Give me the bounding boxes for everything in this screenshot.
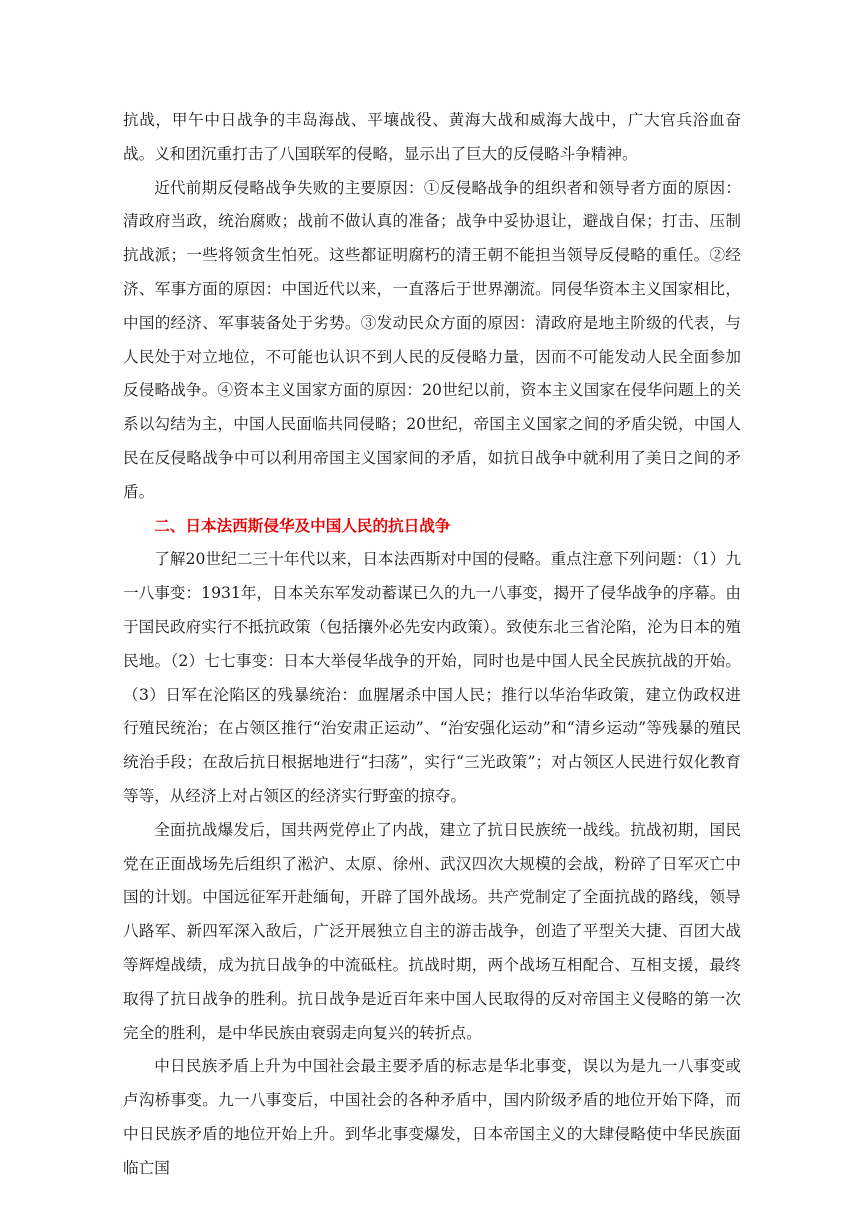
paragraph-national-contradiction: 中日民族矛盾上升为中国社会最主要矛盾的标志是华北事变，误以为是九一八事变或卢沟桥事变。九一八事变后，中国社会的各种矛盾中，国内阶级矛盾的地位开始下降，而中日民族矛盾的地位开始上升。到华北事变爆发，日本帝国主义的大肆侵略使中华民族面临亡国: [123, 1057, 741, 1177]
section-heading: 二、日本法西斯侵华及中国人民的抗日战争: [154, 516, 451, 535]
paragraph-japanese-invasion: 了解20世纪二三十年代以来，日本法西斯对中国的侵略。重点注意下列问题：（1）九一八事变：1931年，日本关东军发动蓄谋已久的九一八事变，揭开了侵华战争的序幕。由于国民政府实行不抵抗政策（包括攘外必先安内政策）。致使东北三省沦陷，沦为日本的殖民地。（2）七七事变：日本大举侵华战争的开始，同时也是中国人民全民族抗战的开始。（3）日军在沦陷区的残暴统治：血腥屠杀中国人民；推行以华治华政策，建立伪政权进行殖民统治；在占领区推行“治安肃正运动”、“治安强化运动”和“清乡运动”等残暴的殖民统治手段；在敌后抗日根据地进行“扫荡”，实行“三光政策”；对占领区人民进行奴化教育等等，从经济上对占领区的经济实行野蛮的掠夺。: [123, 550, 741, 805]
paragraph-full-scale-war: 全面抗战爆发后，国共两党停止了内战，建立了抗日民族统一战线。抗战初期，国民党在正面战场先后组织了淞沪、太原、徐州、武汉四次大规模的会战，粉碎了日军灭亡中国的计划。中国远征军开赴缅甸，开辟了国外战场。共产党制定了全面抗战的路线，领导八路军、新四军深入敌后，广泛开展独立自主的游击战争，创造了平型关大捷、百团大战等辉煌战绩，成为抗日战争的中流砥柱。抗战时期，两个战场互相配合、互相支援，最终取得了抗日战争的胜利。抗日战争是近百年来中国人民取得的反对帝国主义侵略的第一次完全的胜利，是中华民族由衰弱走向复兴的转折点。: [123, 820, 741, 1042]
document-page: [123, 104, 741, 1186]
paragraph-failure-reasons: 近代前期反侵略战争失败的主要原因：①反侵略战争的组织者和领导者方面的原因：清政府当政，统治腐败；战前不做认真的准备；战争中妥协退让，避战自保；打击、压制抗战派；一些将领贪生怕死。这些都证明腐朽的清王朝不能担当领导反侵略的重任。②经济、军事方面的原因：中国近代以来，一直落后于世界潮流。同侵华资本主义国家相比，中国的经济、军事装备处于劣势。③发动民众方面的原因：清政府是地主阶级的代表，与人民处于对立地位，不可能也认识不到人民的反侵略力量，因而不可能发动人民全面参加反侵略战争。④资本主义国家方面的原因：20世纪以前，资本主义国家在侵华问题上的关系以勾结为主，中国人民面临共同侵略；20世纪，帝国主义国家之间的矛盾尖锐，中国人民在反侵略战争中可以利用帝国主义国家间的矛盾，如抗日战争中就利用了美日之间的矛盾。: [123, 178, 741, 501]
paragraph-continuation: 抗战，甲午中日战争的丰岛海战、平壤战役、黄海大战和威海大战中，广大官兵浴血奋战。义和团沉重打击了八国联军的侵略，显示出了巨大的反侵略斗争精神。: [123, 111, 741, 163]
